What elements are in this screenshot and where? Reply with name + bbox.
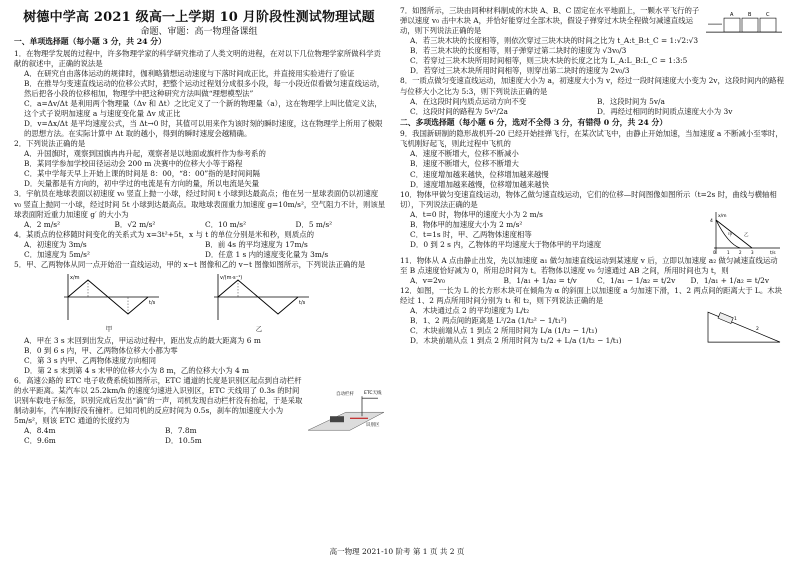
option-a: A．v=2v₀ [410, 275, 445, 285]
axis-label-x: t/s [770, 250, 776, 256]
option-a: A．初速度为 3m/s [24, 239, 87, 249]
question-stem: 8．一质点做匀变速直线运动，加速度大小为 a，初速度大小为 v，经过一段时间速度大小变为 2v，这段时间内的路程与位移大小之比为 5:3，则下列说法正确的是 [400, 76, 784, 96]
figure-label: 自动栏杆 [336, 392, 354, 398]
question-9 [400, 129, 784, 189]
option-d: D．任意 1 s 内的速度变化量为 3m/s [205, 249, 329, 259]
option-c: C．速度增加越来越快，位移增加越来越慢 [410, 169, 549, 179]
question-5 [14, 260, 386, 376]
option-b: B．√2 m/s² [114, 219, 156, 229]
option-a: A．速度不断增大，位移不断减小 [410, 149, 519, 159]
option-c: C．a=Δv/Δt 是利用两个物理量（Δv 和 Δt）之比定义了一个新的物理量（a），这在物理学上叫比值定义法，这个式子说明加速度 a 与速度变化量 Δv 成正比 [24, 98, 382, 118]
figure-label: 甲 [105, 325, 113, 334]
option-b: B．前 4s 的平均速度为 17m/s [205, 239, 308, 249]
question-stem: 5．甲、乙两物体从同一点开始沿一直线运动，甲的 x−t 图像和乙的 v−t 图像如图所示，下列说法正确的是 [14, 259, 366, 269]
option-b: B．这段时间为 5v/a [597, 96, 665, 106]
option-d: D．再经过相同的时间质点速度大小为 3v [597, 106, 733, 116]
question-stem: 7．如图所示，三块由同种材料制成的木块 A、B、C 固定在水平地面上，一颗水平飞行的子弹以速度 v₀ 击中木块 A，并恰好能穿过全部木块，假设子弹穿过木块全程做匀减速直线运动，则下列说法正确的是 [400, 6, 700, 36]
block-icon [718, 313, 733, 324]
option-c: C．第 3 s 内甲、乙两物体速度方向相同 [24, 355, 157, 365]
question-3 [14, 189, 386, 229]
option-d: D．1/a₁ + 1/a₂ = t/2v [690, 275, 770, 285]
option-b: B．1/a₁ + 1/a₂ = t/v [503, 275, 577, 285]
q10-xt-graph [704, 210, 784, 256]
axis-label-x: t/s [149, 299, 156, 306]
option-b: B．在推导匀变速直线运动的位移公式时，把整个运动过程划分成很多小段，每一小段近似看做匀速直线运动，然后把各小段的位移相加，物理学中把这种研究方法叫做“理想模型法” [24, 78, 385, 98]
question-stem: 3．宇航员在地球表面以初速度 v₀ 竖直上抛一小球，经过时间 t 小球到达最高点；他在另一星球表面仍以初速度 v₀ 竖直上抛同一小球，经过时间 5t 小球到达最高点。取地球表面重力加速度 g=10m/s²，空气阻力不计，则该星球表面附近重力加速度 g′ 的大小为 [14, 189, 386, 219]
option-b: B．物体甲的加速度大小为 2 m/s² [410, 219, 523, 229]
figure-label: 1 [734, 317, 737, 323]
option-c: C．加速度为 5m/s² [24, 249, 90, 259]
option-a: A．木块通过点 2 的平均速度为 L/t₂ [410, 306, 530, 316]
question-stem: 2．下列说法正确的是 [14, 139, 86, 149]
question-stem: 12．如图，一长为 L 的长方形木块可在倾角为 α 的斜面上以加速度 a 匀加速下滑，1、2 两点间的距离大于 L。木块经过 1、2 两点所用时间分别为 t₁ 和 t₂，则下列说法正确的是 [400, 285, 783, 306]
option-b: B．某同学参加学校田径运动会 200 m 决赛中的位移大小等于路程 [24, 159, 243, 169]
right-column [400, 6, 784, 536]
option-a: A．甲在 3 s 末回到出发点，甲运动过程中，距出发点的最大距离为 6 m [24, 335, 261, 345]
question-1 [14, 49, 386, 140]
option-a: A．8.4m [24, 426, 56, 436]
options-grid [24, 426, 306, 446]
etc-lane-figure [306, 376, 386, 446]
question-stem: 9．我国新研制的隐形战机歼-20 已经开始挂弹飞行，在某次试飞中，由静止开始加速，当加速度 a 不断减小至零时，飞机刚好起飞，则此过程中飞机的 [400, 129, 783, 149]
tick-label: 3 [751, 249, 754, 255]
option-b: B．若三块木块的长度相等，则子弹穿过第二块时的速度为 √3v₀/3 [410, 46, 627, 56]
vt-graph [204, 272, 314, 322]
section-multi-choice: 二、多项选择题（每小题 6 分，选对不全得 3 分，有错得 0 分，共 24 分） [400, 117, 668, 127]
option-c: C．9.6m [24, 436, 56, 446]
option-d: D．若穿过三块木块所用时间相等，则穿出第二块时的速度为 2v₀/3 [410, 66, 630, 76]
option-a: A．升国旗时，观察到国旗冉冉升起，观察者是以地面或旗杆作为参考系的 [24, 149, 266, 159]
option-a: A．在这段时间内质点运动方向不变 [410, 96, 527, 106]
xt-graph [54, 272, 164, 322]
option-d: D．第 2 s 末到第 4 s 末甲的位移大小为 8 m，乙的位移大小为 4 m [24, 366, 250, 376]
option-a: A．t=0 时，物体甲的速度大小为 2 m/s [410, 209, 543, 219]
axis-label-y: x/m [718, 213, 727, 219]
page-title: 树德中学高 2021 级高一上学期 10 月阶段性测试物理试题 [23, 10, 375, 25]
section-single-choice: 一、单项选择题（每小题 3 分，共 24 分） [14, 37, 166, 46]
option-c: C．这段时间的路程为 5v²/2a [410, 106, 508, 116]
tick-label: 1 [727, 249, 730, 255]
incline-figure [704, 306, 784, 346]
question-stem: 10．物体甲做匀变速直线运动，物体乙做匀速直线运动，它们的位移—时间图像如图所示（t=2s 时，曲线与横轴相切），下列说法正确的是 [400, 189, 777, 209]
figure-label: C [766, 12, 770, 19]
left-column [14, 36, 386, 542]
option-b: B．1、2 两点间的距离是 L²/2a (1/t₂² − 1/t₁²) [410, 316, 567, 326]
options-row [410, 276, 784, 286]
axis-label-y: v/(m·s⁻¹) [220, 274, 243, 281]
blocks-figure [704, 6, 784, 36]
question-stem: 1．在物理学发展的过程中，许多物理学家的科学研究推动了人类文明的进程，在对以下几位物理学家所做科学贡献的叙述中，正确的说法是 [14, 48, 381, 68]
option-a: A．在研究自由落体运动的规律时，伽利略猜想运动速度与下落时间成正比，并直接用实验进行了验证 [24, 68, 355, 78]
figure-label: ETC天线 [364, 391, 382, 397]
page-footer: 高一物理 2021-10 阶考 第 1 页 共 2 页 [329, 547, 465, 556]
question-7 [400, 6, 784, 76]
q5-figures [54, 272, 386, 334]
tick-label: 2 [739, 249, 742, 255]
figure-label: 乙 [255, 325, 263, 334]
options-grid [410, 97, 784, 117]
option-d: D．10.5m [165, 436, 202, 446]
figure-label: 识别区 [366, 423, 380, 429]
tick-label: 4 [710, 218, 713, 224]
option-d: D．速度增加越来越慢，位移增加越来越快 [410, 179, 549, 189]
axis-label-x: t/s [299, 299, 306, 306]
page-subtitle: 命题、审题：高一物理备课组 [140, 27, 258, 37]
question-stem: 4．某质点的位移随时间变化的关系式为 x=3t²+5t，x 与 t 的单位分别是米和秒，则质点的 [14, 229, 314, 239]
option-c: C．1/a₁ − 1/a₂ = t/2v [597, 275, 676, 285]
question-2 [14, 139, 386, 189]
option-a: A．若三块木块的长度相等，则依次穿过三块木块的时间之比为 t_A:t_B:t_C = 1:√2:√3 [410, 36, 699, 46]
figure-yi-vt [204, 272, 314, 334]
option-c: C．若穿过三块木块所用时间相等，则三块木块的长度之比为 L_A:L_B:L_C = 1:3:5 [410, 56, 688, 66]
question-6 [14, 376, 386, 446]
question-12 [400, 286, 784, 346]
question-stem: 11．物体从 A 点由静止出发，先以加速度 a₁ 做匀加速直线运动到某速度 v 后，立即以加速度 a₂ 做匀减速直线运动至 B 点速度恰好减为 0，所用总时间为 t。若物体以速度 v₀ 匀速通过 AB 之间，所用时间也为 t，则 [400, 255, 778, 275]
series-label: 乙 [744, 232, 749, 238]
figure-label: 2 [756, 327, 759, 333]
option-c: C．10 m/s² [205, 219, 247, 229]
option-d: D．矢量都是有方向的，初中学过的电流是有方向的量，所以电流是矢量 [24, 179, 260, 189]
option-a: A．2 m/s² [24, 219, 61, 229]
question-8 [400, 76, 784, 116]
series-label: 甲 [728, 232, 733, 238]
figure-label: B [748, 12, 752, 19]
option-c: C．t=1s 时，甲、乙两物体速度相等 [410, 229, 532, 239]
option-c: C．木块前端从点 1 到点 2 所用时间为 L/a (1/t₂ − 1/t₁) [410, 326, 598, 336]
car-icon [330, 416, 344, 422]
options-grid [24, 240, 386, 260]
question-10 [400, 190, 784, 256]
option-d: D．5 m/s² [295, 219, 333, 229]
option-b: B．7.8m [165, 426, 197, 436]
figure-label: A [730, 12, 734, 19]
tick-label: 0 [713, 249, 716, 255]
option-d: D．0 到 2 s 内，乙物体的平均速度大于物体甲的平均速度 [410, 239, 602, 249]
options-row [24, 220, 386, 230]
option-b: B．速度不断增大，位移不断增大 [410, 159, 519, 169]
option-c: C．某中学每天早上开始上课的时间是 8：00，“8：00”指的是时间间隔 [24, 169, 260, 179]
option-d: D．木块前端从点 1 到点 2 所用时间为 t₁/2 + L/a (1/t₂ − 1/t₁) [410, 336, 622, 346]
figure-jia-xt [54, 272, 164, 334]
question-stem: 6．高速公路的 ETC 电子收费系统如图所示，ETC 通道的长度是识别区起点到自动栏杆的水平距离。某汽车以 25.2km/h 的速度匀速进入识别区，ETC 天线用了 0.3s 的时间识别车载电子标签，识别完成后发出“滴”的一声，司机发现自动栏杆没有抬起，于是采取制动刹车，汽车刚好没有撞杆。已知司机的反应时间为 0.5s，刹车的加速度大小为 5m/s²，则该 ETC 通道的长度约为 [14, 376, 303, 426]
axis-label-y: x/m [70, 274, 80, 281]
question-11 [400, 256, 784, 286]
option-b: B．0 到 6 s 内，甲、乙两物体位移大小都为零 [24, 345, 178, 355]
option-d: D．v=Δx/Δt 是平均速度公式，当 Δt→0 时，其值可以用来作为该时刻的瞬时速度，这在物理学上所用了极限的思想方法。在实际计算中 Δt 取的越小，得到的瞬时速度会越精确。 [24, 119, 383, 139]
question-4 [14, 230, 386, 260]
